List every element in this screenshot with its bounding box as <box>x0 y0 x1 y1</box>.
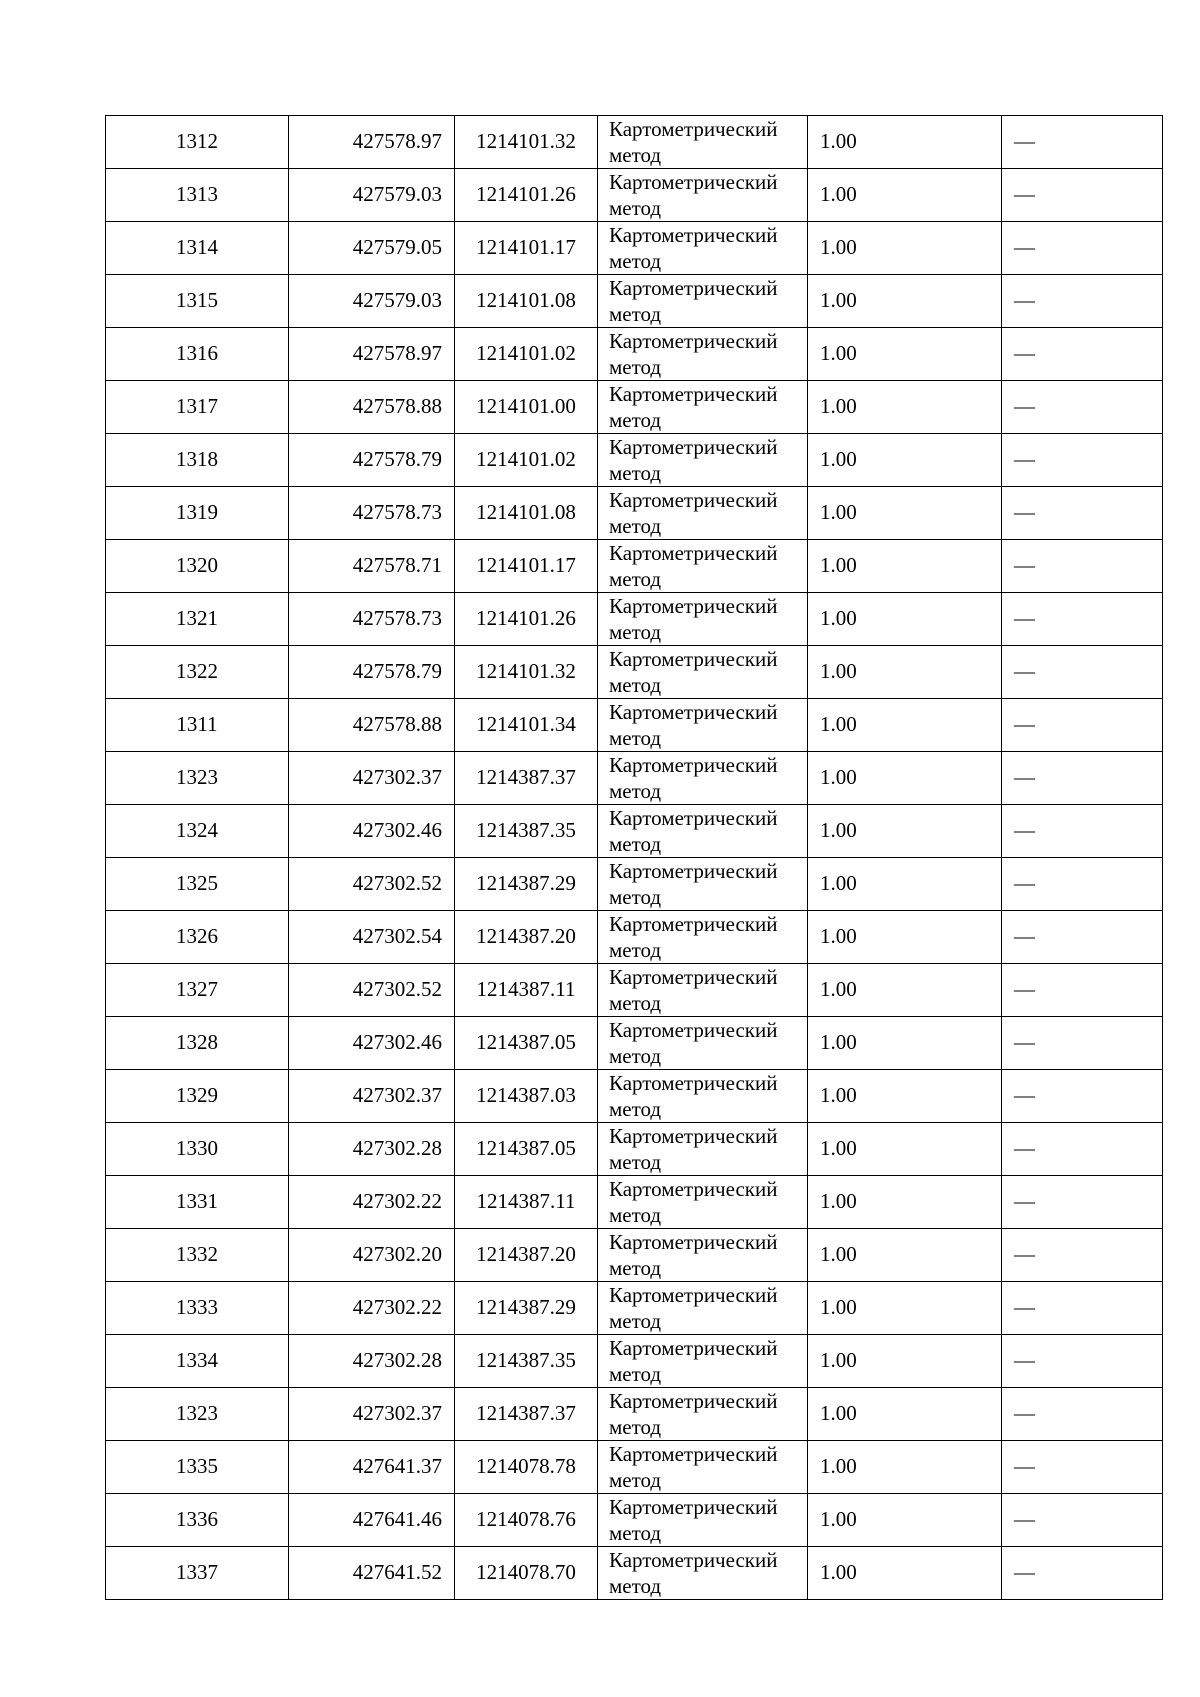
x-coordinate-cell: 427641.46 <box>289 1494 455 1547</box>
description-cell: — <box>1002 699 1163 752</box>
y-coordinate-cell: 1214101.34 <box>455 699 598 752</box>
table-row <box>106 1388 1163 1441</box>
x-coordinate-cell: 427302.46 <box>289 1017 455 1070</box>
table-row <box>106 1229 1163 1282</box>
point-number-cell: 1328 <box>106 1017 289 1070</box>
coordinates-table-body <box>106 116 1163 1600</box>
method-cell: Картометрический метод <box>598 805 808 858</box>
method-cell: Картометрический метод <box>598 540 808 593</box>
method-cell: Картометрический метод <box>598 116 808 169</box>
method-cell: Картометрический метод <box>598 1282 808 1335</box>
point-number-cell: 1317 <box>106 381 289 434</box>
description-cell: — <box>1002 646 1163 699</box>
x-coordinate-cell: 427302.37 <box>289 1070 455 1123</box>
y-coordinate-cell: 1214387.37 <box>455 752 598 805</box>
table-row <box>106 222 1163 275</box>
accuracy-cell: 1.00 <box>808 1282 1002 1335</box>
description-cell: — <box>1002 540 1163 593</box>
x-coordinate-cell: 427302.52 <box>289 964 455 1017</box>
table-row <box>106 1335 1163 1388</box>
y-coordinate-cell: 1214078.70 <box>455 1547 598 1600</box>
accuracy-cell: 1.00 <box>808 222 1002 275</box>
x-coordinate-cell: 427578.97 <box>289 328 455 381</box>
x-coordinate-cell: 427302.22 <box>289 1176 455 1229</box>
accuracy-cell: 1.00 <box>808 1388 1002 1441</box>
y-coordinate-cell: 1214387.05 <box>455 1017 598 1070</box>
method-cell: Картометрический метод <box>598 699 808 752</box>
method-cell: Картометрический метод <box>598 858 808 911</box>
y-coordinate-cell: 1214101.08 <box>455 487 598 540</box>
method-cell: Картометрический метод <box>598 752 808 805</box>
point-number-cell: 1318 <box>106 434 289 487</box>
table-row <box>106 540 1163 593</box>
point-number-cell: 1319 <box>106 487 289 540</box>
x-coordinate-cell: 427578.73 <box>289 593 455 646</box>
point-number-cell: 1333 <box>106 1282 289 1335</box>
accuracy-cell: 1.00 <box>808 805 1002 858</box>
method-cell: Картометрический метод <box>598 1176 808 1229</box>
table-row <box>106 646 1163 699</box>
table-row <box>106 169 1163 222</box>
y-coordinate-cell: 1214387.20 <box>455 1229 598 1282</box>
method-cell: Картометрический метод <box>598 964 808 1017</box>
method-cell: Картометрический метод <box>598 381 808 434</box>
description-cell: — <box>1002 911 1163 964</box>
accuracy-cell: 1.00 <box>808 1123 1002 1176</box>
table-row <box>106 116 1163 169</box>
method-cell: Картометрический метод <box>598 1441 808 1494</box>
description-cell: — <box>1002 1229 1163 1282</box>
table-row <box>106 1070 1163 1123</box>
table-row <box>106 487 1163 540</box>
point-number-cell: 1337 <box>106 1547 289 1600</box>
x-coordinate-cell: 427302.37 <box>289 752 455 805</box>
y-coordinate-cell: 1214387.37 <box>455 1388 598 1441</box>
coordinates-table <box>105 115 1163 1600</box>
point-number-cell: 1315 <box>106 275 289 328</box>
method-cell: Картометрический метод <box>598 328 808 381</box>
x-coordinate-cell: 427302.28 <box>289 1123 455 1176</box>
description-cell: — <box>1002 275 1163 328</box>
description-cell: — <box>1002 1388 1163 1441</box>
y-coordinate-cell: 1214101.17 <box>455 222 598 275</box>
description-cell: — <box>1002 858 1163 911</box>
y-coordinate-cell: 1214387.03 <box>455 1070 598 1123</box>
table-row <box>106 805 1163 858</box>
table-row <box>106 434 1163 487</box>
point-number-cell: 1324 <box>106 805 289 858</box>
description-cell: — <box>1002 1282 1163 1335</box>
method-cell: Картометрический метод <box>598 222 808 275</box>
table-row <box>106 858 1163 911</box>
x-coordinate-cell: 427579.03 <box>289 169 455 222</box>
accuracy-cell: 1.00 <box>808 646 1002 699</box>
method-cell: Картометрический метод <box>598 487 808 540</box>
table-row <box>106 593 1163 646</box>
accuracy-cell: 1.00 <box>808 858 1002 911</box>
accuracy-cell: 1.00 <box>808 1441 1002 1494</box>
description-cell: — <box>1002 1441 1163 1494</box>
table-row <box>106 1441 1163 1494</box>
y-coordinate-cell: 1214101.02 <box>455 328 598 381</box>
method-cell: Картометрический метод <box>598 1229 808 1282</box>
point-number-cell: 1325 <box>106 858 289 911</box>
description-cell: — <box>1002 1123 1163 1176</box>
x-coordinate-cell: 427579.05 <box>289 222 455 275</box>
description-cell: — <box>1002 752 1163 805</box>
description-cell: — <box>1002 116 1163 169</box>
table-row <box>106 1547 1163 1600</box>
accuracy-cell: 1.00 <box>808 911 1002 964</box>
x-coordinate-cell: 427578.88 <box>289 699 455 752</box>
x-coordinate-cell: 427302.20 <box>289 1229 455 1282</box>
y-coordinate-cell: 1214387.35 <box>455 1335 598 1388</box>
point-number-cell: 1316 <box>106 328 289 381</box>
point-number-cell: 1311 <box>106 699 289 752</box>
accuracy-cell: 1.00 <box>808 1335 1002 1388</box>
point-number-cell: 1312 <box>106 116 289 169</box>
x-coordinate-cell: 427578.79 <box>289 434 455 487</box>
description-cell: — <box>1002 1494 1163 1547</box>
table-row <box>106 1123 1163 1176</box>
table-row <box>106 911 1163 964</box>
description-cell: — <box>1002 328 1163 381</box>
method-cell: Картометрический метод <box>598 275 808 328</box>
y-coordinate-cell: 1214387.29 <box>455 1282 598 1335</box>
point-number-cell: 1326 <box>106 911 289 964</box>
point-number-cell: 1322 <box>106 646 289 699</box>
table-row <box>106 1176 1163 1229</box>
table-row <box>106 381 1163 434</box>
x-coordinate-cell: 427302.22 <box>289 1282 455 1335</box>
accuracy-cell: 1.00 <box>808 593 1002 646</box>
point-number-cell: 1320 <box>106 540 289 593</box>
accuracy-cell: 1.00 <box>808 699 1002 752</box>
method-cell: Картометрический метод <box>598 1070 808 1123</box>
x-coordinate-cell: 427302.37 <box>289 1388 455 1441</box>
x-coordinate-cell: 427302.46 <box>289 805 455 858</box>
x-coordinate-cell: 427302.52 <box>289 858 455 911</box>
y-coordinate-cell: 1214101.32 <box>455 116 598 169</box>
description-cell: — <box>1002 964 1163 1017</box>
table-row <box>106 275 1163 328</box>
accuracy-cell: 1.00 <box>808 328 1002 381</box>
y-coordinate-cell: 1214387.05 <box>455 1123 598 1176</box>
point-number-cell: 1327 <box>106 964 289 1017</box>
method-cell: Картометрический метод <box>598 1388 808 1441</box>
x-coordinate-cell: 427578.73 <box>289 487 455 540</box>
description-cell: — <box>1002 487 1163 540</box>
point-number-cell: 1330 <box>106 1123 289 1176</box>
accuracy-cell: 1.00 <box>808 487 1002 540</box>
y-coordinate-cell: 1214387.20 <box>455 911 598 964</box>
x-coordinate-cell: 427578.88 <box>289 381 455 434</box>
accuracy-cell: 1.00 <box>808 752 1002 805</box>
accuracy-cell: 1.00 <box>808 1229 1002 1282</box>
accuracy-cell: 1.00 <box>808 1070 1002 1123</box>
x-coordinate-cell: 427578.97 <box>289 116 455 169</box>
method-cell: Картометрический метод <box>598 1017 808 1070</box>
point-number-cell: 1323 <box>106 752 289 805</box>
y-coordinate-cell: 1214101.26 <box>455 169 598 222</box>
y-coordinate-cell: 1214101.26 <box>455 593 598 646</box>
y-coordinate-cell: 1214101.08 <box>455 275 598 328</box>
y-coordinate-cell: 1214078.78 <box>455 1441 598 1494</box>
accuracy-cell: 1.00 <box>808 1494 1002 1547</box>
table-row <box>106 752 1163 805</box>
y-coordinate-cell: 1214078.76 <box>455 1494 598 1547</box>
y-coordinate-cell: 1214101.32 <box>455 646 598 699</box>
point-number-cell: 1321 <box>106 593 289 646</box>
accuracy-cell: 1.00 <box>808 1547 1002 1600</box>
point-number-cell: 1334 <box>106 1335 289 1388</box>
y-coordinate-cell: 1214101.02 <box>455 434 598 487</box>
table-row <box>106 964 1163 1017</box>
x-coordinate-cell: 427641.37 <box>289 1441 455 1494</box>
point-number-cell: 1336 <box>106 1494 289 1547</box>
point-number-cell: 1323 <box>106 1388 289 1441</box>
description-cell: — <box>1002 1176 1163 1229</box>
point-number-cell: 1329 <box>106 1070 289 1123</box>
point-number-cell: 1314 <box>106 222 289 275</box>
method-cell: Картометрический метод <box>598 646 808 699</box>
description-cell: — <box>1002 593 1163 646</box>
point-number-cell: 1313 <box>106 169 289 222</box>
accuracy-cell: 1.00 <box>808 1017 1002 1070</box>
y-coordinate-cell: 1214387.35 <box>455 805 598 858</box>
x-coordinate-cell: 427578.79 <box>289 646 455 699</box>
table-row <box>106 699 1163 752</box>
accuracy-cell: 1.00 <box>808 169 1002 222</box>
x-coordinate-cell: 427579.03 <box>289 275 455 328</box>
method-cell: Картометрический метод <box>598 1547 808 1600</box>
x-coordinate-cell: 427641.52 <box>289 1547 455 1600</box>
method-cell: Картометрический метод <box>598 434 808 487</box>
description-cell: — <box>1002 1547 1163 1600</box>
x-coordinate-cell: 427302.54 <box>289 911 455 964</box>
y-coordinate-cell: 1214387.11 <box>455 1176 598 1229</box>
accuracy-cell: 1.00 <box>808 116 1002 169</box>
y-coordinate-cell: 1214101.17 <box>455 540 598 593</box>
method-cell: Картометрический метод <box>598 911 808 964</box>
y-coordinate-cell: 1214387.11 <box>455 964 598 1017</box>
accuracy-cell: 1.00 <box>808 964 1002 1017</box>
accuracy-cell: 1.00 <box>808 275 1002 328</box>
method-cell: Картометрический метод <box>598 1123 808 1176</box>
method-cell: Картометрический метод <box>598 593 808 646</box>
description-cell: — <box>1002 381 1163 434</box>
accuracy-cell: 1.00 <box>808 540 1002 593</box>
x-coordinate-cell: 427302.28 <box>289 1335 455 1388</box>
description-cell: — <box>1002 169 1163 222</box>
method-cell: Картометрический метод <box>598 169 808 222</box>
description-cell: — <box>1002 805 1163 858</box>
description-cell: — <box>1002 222 1163 275</box>
accuracy-cell: 1.00 <box>808 381 1002 434</box>
description-cell: — <box>1002 1017 1163 1070</box>
point-number-cell: 1331 <box>106 1176 289 1229</box>
description-cell: — <box>1002 434 1163 487</box>
table-row <box>106 1017 1163 1070</box>
table-row <box>106 328 1163 381</box>
y-coordinate-cell: 1214101.00 <box>455 381 598 434</box>
description-cell: — <box>1002 1070 1163 1123</box>
method-cell: Картометрический метод <box>598 1335 808 1388</box>
method-cell: Картометрический метод <box>598 1494 808 1547</box>
table-row <box>106 1282 1163 1335</box>
y-coordinate-cell: 1214387.29 <box>455 858 598 911</box>
accuracy-cell: 1.00 <box>808 1176 1002 1229</box>
x-coordinate-cell: 427578.71 <box>289 540 455 593</box>
point-number-cell: 1332 <box>106 1229 289 1282</box>
point-number-cell: 1335 <box>106 1441 289 1494</box>
table-row <box>106 1494 1163 1547</box>
description-cell: — <box>1002 1335 1163 1388</box>
accuracy-cell: 1.00 <box>808 434 1002 487</box>
